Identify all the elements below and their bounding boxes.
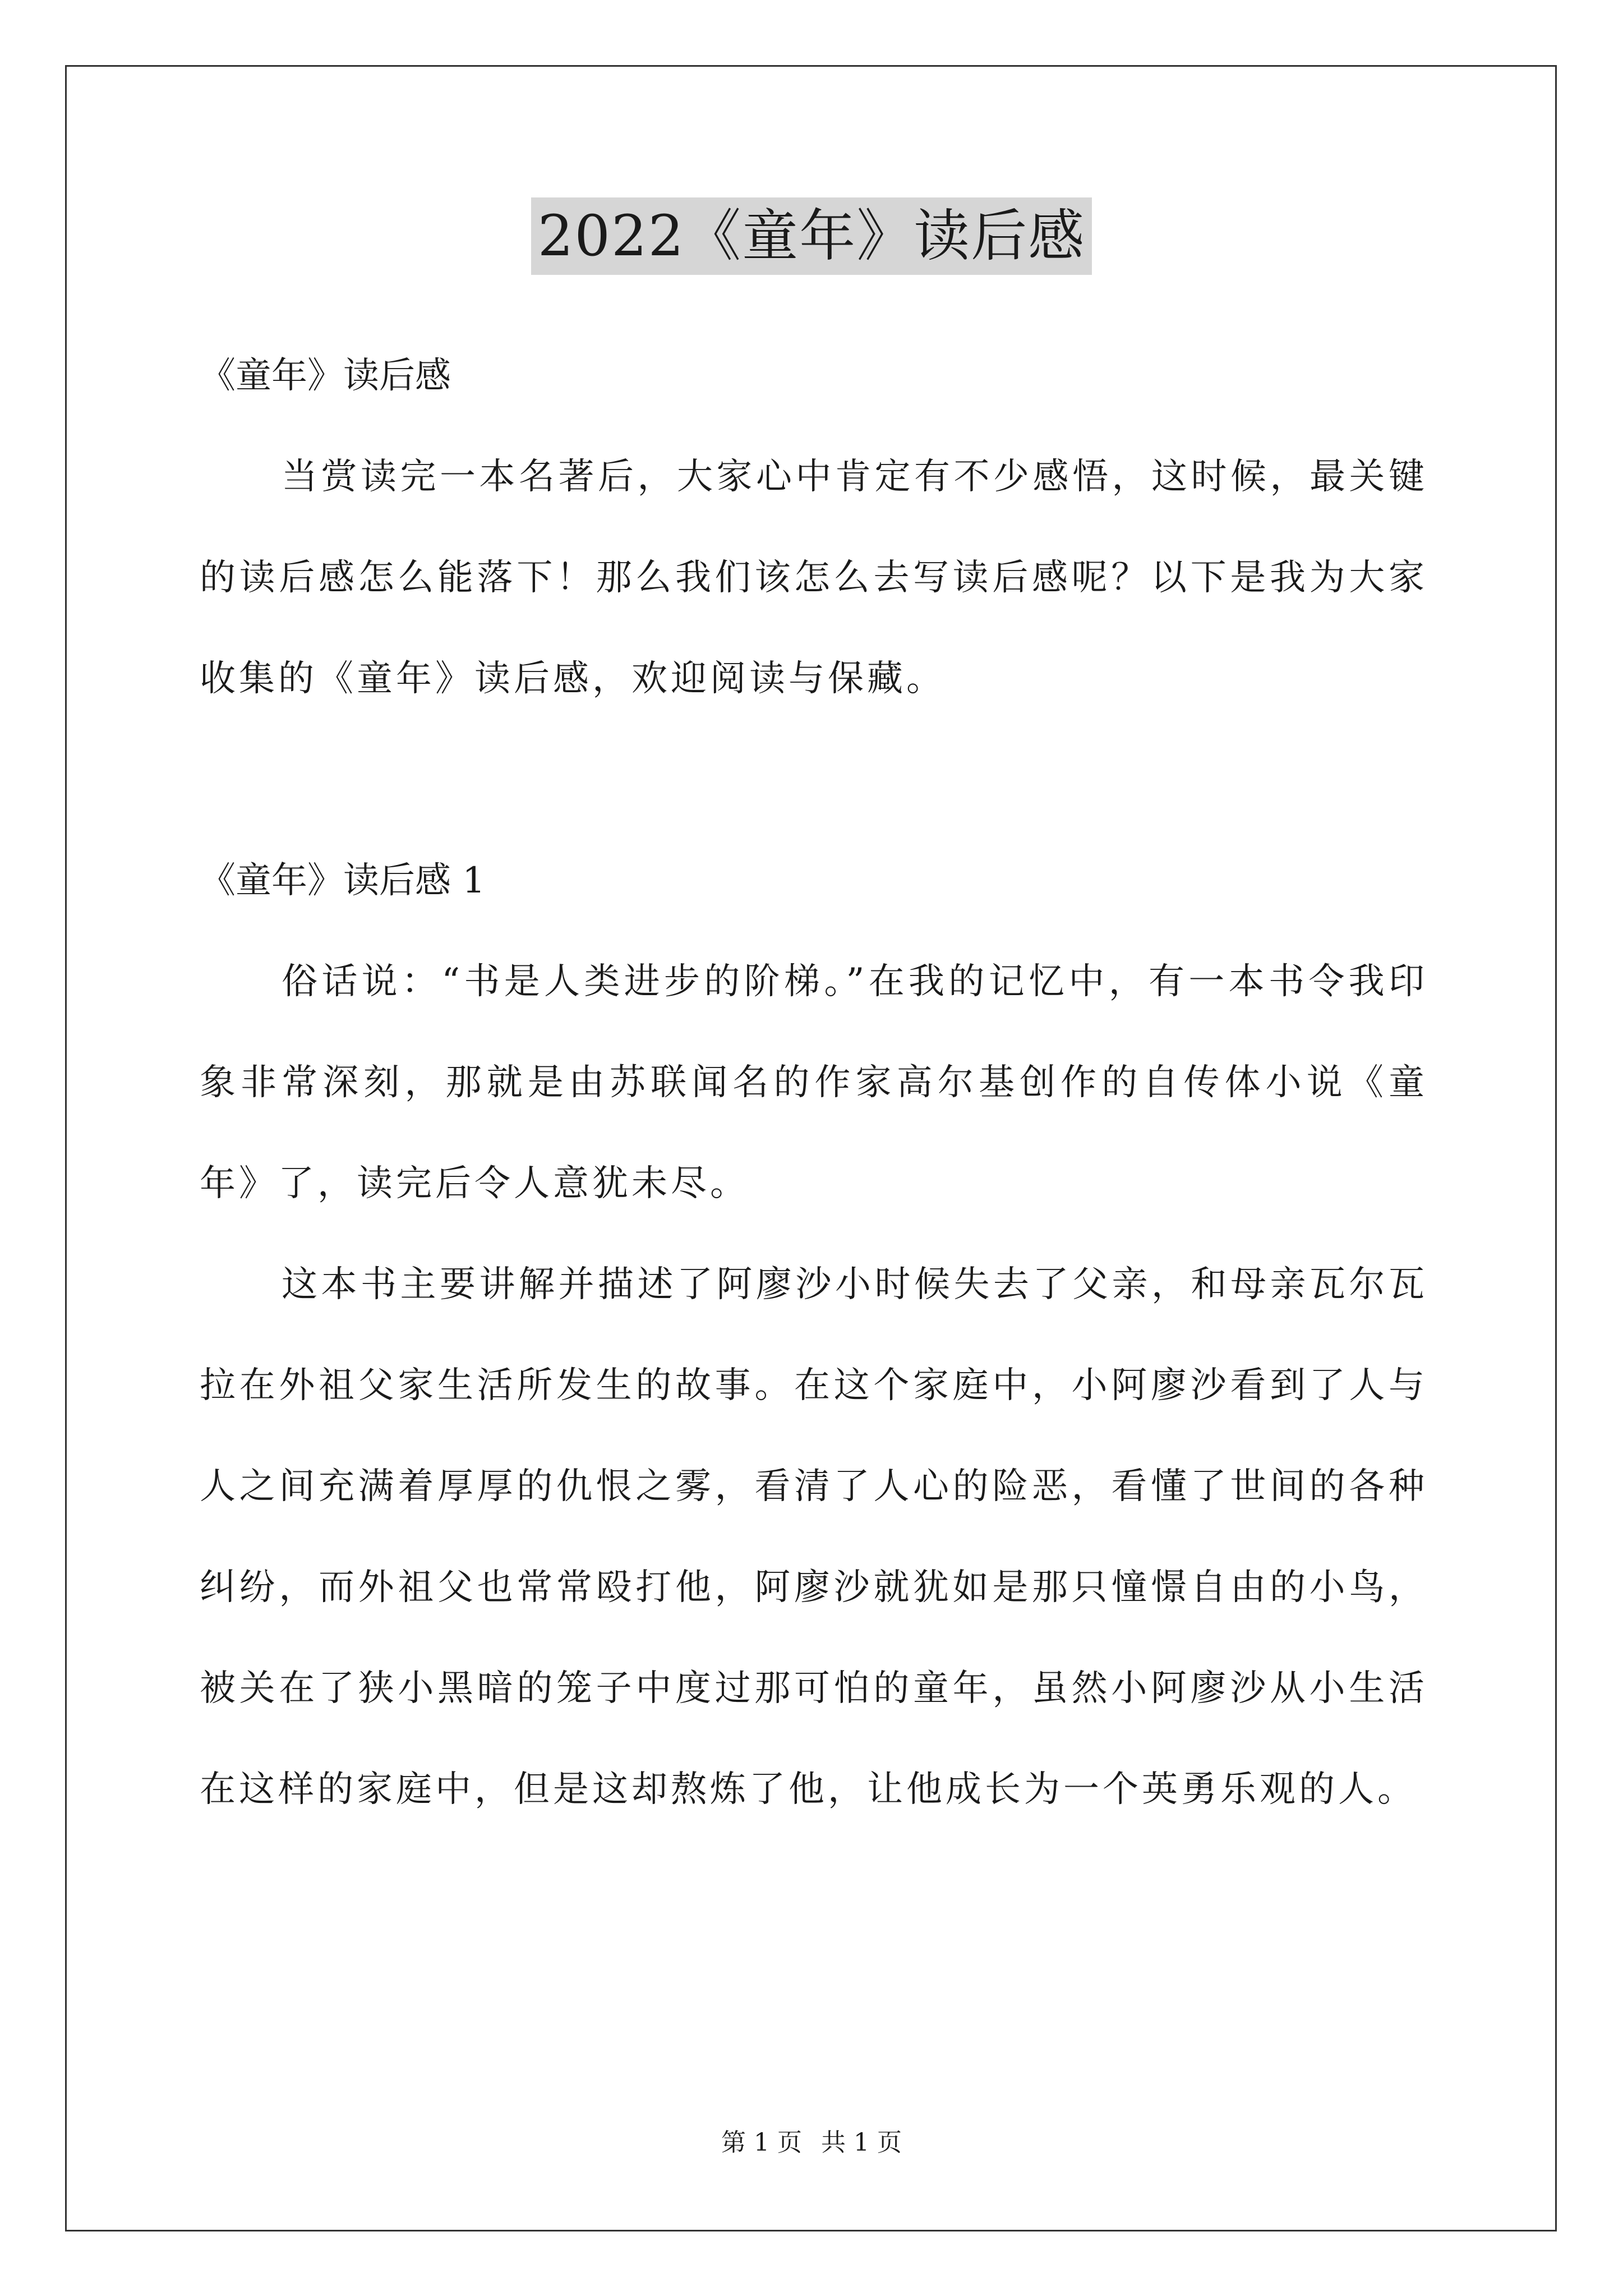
page-footer	[0, 2126, 1623, 2160]
page-number-current: 第 1 页	[721, 2128, 802, 2157]
section-heading-1: 《童年》读后感 1	[200, 860, 486, 901]
body-paragraph: 俗话说：“书是人类进步的阶梯。”在我的记忆中，有一本书令我印象非常深刻，那就是由苏联闻名的作家高尔基创作的自传体小说《童年》了，读完后令人意犹未尽。	[200, 961, 1428, 1204]
document-body	[200, 325, 1428, 1840]
document-title: 2022《童年》读后感	[531, 197, 1092, 275]
intro-paragraph: 当赏读完一本名著后，大家心中肯定有不少感悟，这时候，最关键的读后感怎么能落下！那么我们该怎么去写读后感呢？以下是我为大家收集的《童年》读后感，欢迎阅读与保藏。	[200, 456, 1428, 700]
section-heading-intro: 《童年》读后感	[200, 355, 451, 397]
body-paragraph: 这本书主要讲解并描述了阿廖沙小时候失去了父亲，和母亲瓦尔瓦拉在外祖父家生活所发生的故事。在这个家庭中，小阿廖沙看到了人与人之间充满着厚厚的仇恨之雾，看清了人心的险恶，看懂了世间的各种纠纷，而外祖父也常常殴打他，阿廖沙就犹如是那只憧憬自由的小鸟，被关在了狭小黑暗的笼子中度过那可怕的童年，虽然小阿廖沙从小生活在这样的家庭中，但是这却熬炼了他，让他成长为一个英勇乐观的人。	[200, 1264, 1428, 1810]
title-container	[0, 197, 1623, 275]
page-number-total: 共 1 页	[821, 2128, 902, 2157]
